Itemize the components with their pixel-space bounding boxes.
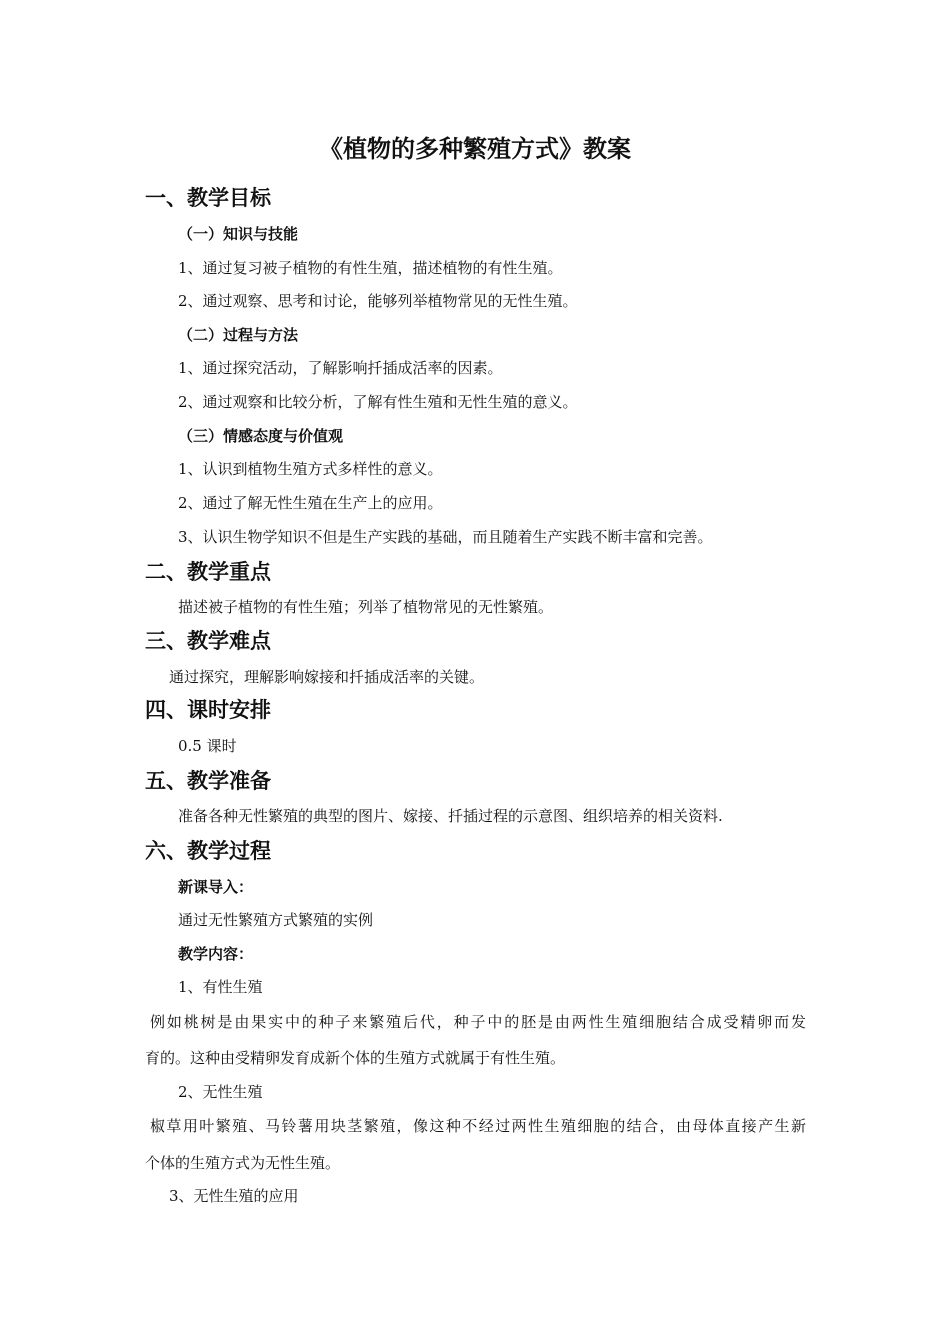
paragraph: 描述被子植物的有性生殖；列举了植物常见的无性繁殖。 — [178, 598, 554, 616]
section-heading-goals: 一、教学目标 — [145, 186, 271, 210]
paragraph: 通过探究，理解影响嫁接和扦插成活率的关键。 — [169, 668, 485, 686]
paragraph: 2、通过观察、思考和讨论，能够列举植物常见的无性生殖。 — [178, 292, 578, 310]
document-title: 《植物的多种繁殖方式》教案 — [319, 135, 631, 163]
paragraph: 1、通过探究活动，了解影响扦插成活率的因素。 — [178, 359, 503, 377]
section-heading-process: 六、教学过程 — [145, 839, 271, 863]
paragraph: 1、认识到植物生殖方式多样性的意义。 — [178, 460, 443, 478]
list-item: 2、无性生殖 — [178, 1083, 263, 1101]
list-item: 3、无性生殖的应用 — [169, 1187, 299, 1205]
paragraph: 0.5 课时 — [178, 737, 237, 755]
paragraph: 1、通过复习被子植物的有性生殖，描述植物的有性生殖。 — [178, 259, 563, 277]
label-intro: 新课导入： — [178, 878, 254, 896]
section-heading-key-points: 二、教学重点 — [145, 560, 271, 584]
paragraph: 育的。这种由受精卵发育成新个体的生殖方式就属于有性生殖。 — [145, 1049, 566, 1067]
section-heading-preparation: 五、教学准备 — [145, 769, 271, 793]
paragraph: 个体的生殖方式为无性生殖。 — [145, 1154, 341, 1172]
subheading-process: （二）过程与方法 — [178, 326, 299, 344]
section-heading-difficulties: 三、教学难点 — [145, 629, 271, 653]
paragraph: 椒草用叶繁殖、马铃薯用块茎繁殖，像这种不经过两性生殖细胞的结合，由母体直接产生新 — [150, 1117, 806, 1135]
paragraph: 2、通过了解无性生殖在生产上的应用。 — [178, 494, 443, 512]
section-heading-schedule: 四、课时安排 — [145, 698, 271, 722]
paragraph: 3、认识生物学知识不但是生产实践的基础，而且随着生产实践不断丰富和完善。 — [178, 528, 713, 546]
list-item: 1、有性生殖 — [178, 978, 263, 996]
paragraph: 通过无性繁殖方式繁殖的实例 — [178, 911, 374, 929]
subheading-attitude: （三）情感态度与价值观 — [178, 427, 344, 445]
subheading-knowledge: （一）知识与技能 — [178, 225, 299, 243]
paragraph: 准备各种无性繁殖的典型的图片、嫁接、扦插过程的示意图、组织培养的相关资料. — [178, 807, 723, 825]
paragraph: 2、通过观察和比较分析，了解有性生殖和无性生殖的意义。 — [178, 393, 578, 411]
label-content: 教学内容： — [178, 945, 254, 963]
paragraph: 例如桃树是由果实中的种子来繁殖后代，种子中的胚是由两性生殖细胞结合成受精卵而发 — [150, 1013, 806, 1031]
